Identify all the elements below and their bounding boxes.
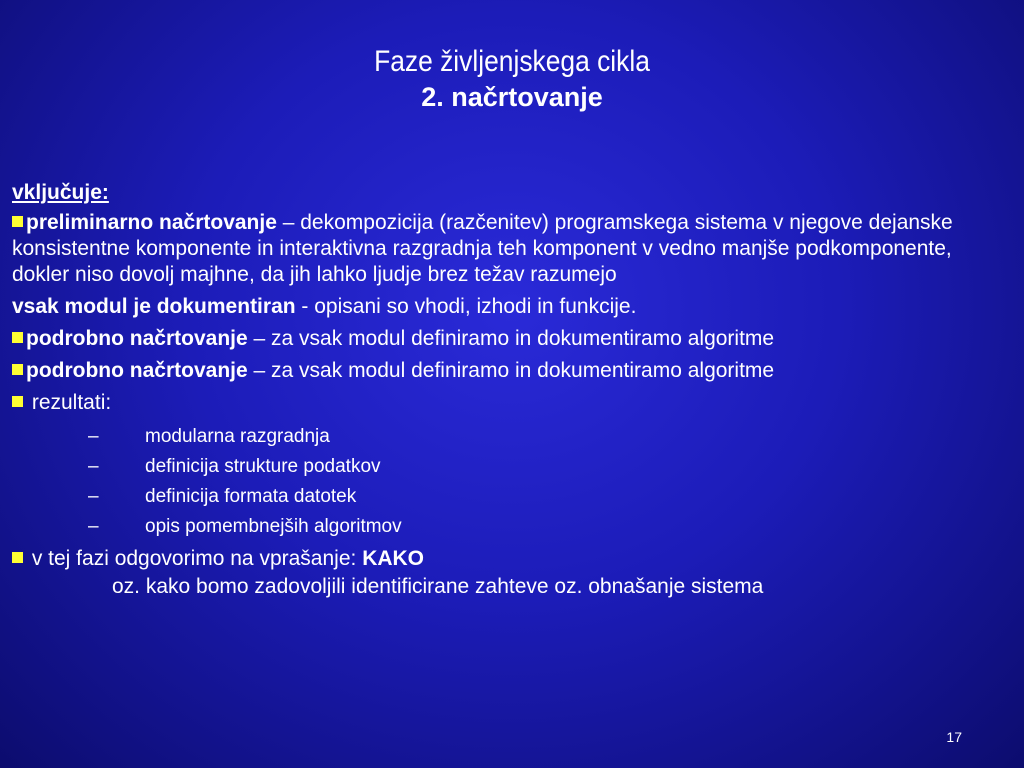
section-heading: vključuje: <box>12 181 109 204</box>
paragraph-text: – dekompozicija (razčenitev) programskega sistema v njegove dejanske konsistentne komponente in interaktivna razgradnja teh komponent v vedno manjše podkomponente, dokler niso dovolj majhne, da jih lahko ljudje brez težav razumejo <box>12 211 953 286</box>
list-item-text: opis pomembnejših algoritmov <box>145 516 402 537</box>
paragraph-results <box>12 390 1012 416</box>
title-line-2: 2. načrtovanje <box>421 82 603 112</box>
paragraph-text: – za vsak modul definiramo in dokumentiramo algoritme <box>247 327 775 350</box>
list-item-text: definicija strukture podatkov <box>145 456 381 477</box>
dash-bullet: – <box>88 516 99 537</box>
square-bullet-icon <box>12 552 23 563</box>
paragraph-module-documented <box>12 294 1012 320</box>
square-bullet-icon <box>12 332 23 343</box>
slide-title <box>0 44 1024 114</box>
term-bold: vsak modul je dokumentiran <box>12 295 296 318</box>
paragraph-text: v tej fazi odgovorimo na vprašanje: <box>26 547 363 570</box>
paragraph-detailed-design-1 <box>12 326 1012 352</box>
page-number: 17 <box>946 729 962 745</box>
paragraph-text: rezultati: <box>26 391 112 414</box>
paragraph-text: - opisani so vhodi, izhodi in funkcije. <box>295 295 637 318</box>
term-bold: preliminarno načrtovanje <box>26 211 277 234</box>
results-list <box>12 422 1012 542</box>
dash-bullet: – <box>88 426 99 447</box>
square-bullet-icon <box>12 216 23 227</box>
slide-body <box>12 180 1012 606</box>
square-bullet-icon <box>12 396 23 407</box>
term-bold: podrobno načrtovanje <box>26 359 248 382</box>
title-line-1: Faze življenjskega cikla <box>374 45 650 78</box>
paragraph-how-question <box>12 546 1012 572</box>
square-bullet-icon <box>12 364 23 375</box>
paragraph-preliminary-design <box>12 210 1012 288</box>
paragraph-text: – za vsak modul definiramo in dokumentiramo algoritme <box>247 359 775 382</box>
list-item <box>12 512 1012 542</box>
list-item-text: definicija formata datotek <box>145 486 357 507</box>
dash-bullet: – <box>88 456 99 477</box>
paragraph-how-explanation: oz. kako bomo zadovoljili identificirane zahteve oz. obnašanje sistema <box>112 575 764 598</box>
list-item <box>12 482 1012 512</box>
keyword-how: KAKO <box>362 547 425 570</box>
list-item-text: modularna razgradnja <box>145 426 330 447</box>
term-bold: podrobno načrtovanje <box>26 327 248 350</box>
paragraph-detailed-design-2 <box>12 358 1012 384</box>
dash-bullet: – <box>88 486 99 507</box>
list-item <box>12 422 1012 452</box>
list-item <box>12 452 1012 482</box>
